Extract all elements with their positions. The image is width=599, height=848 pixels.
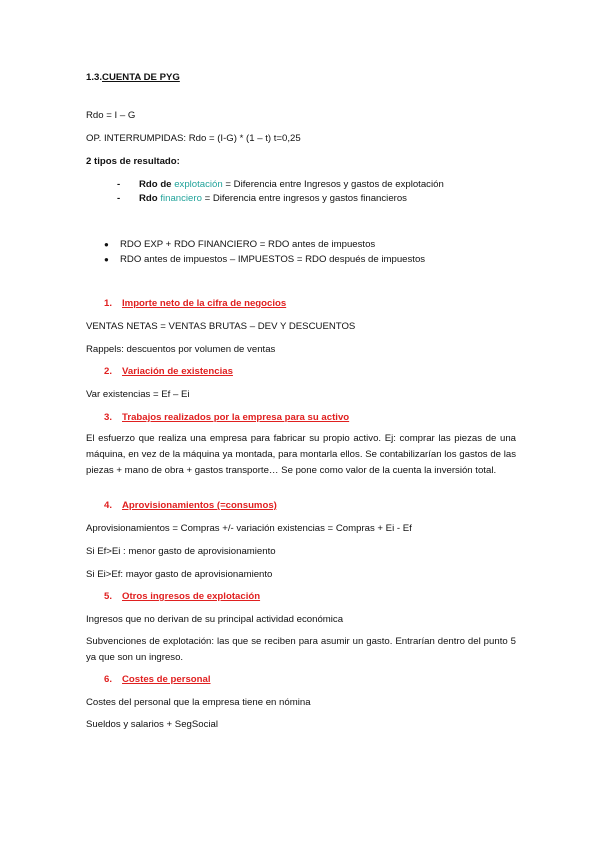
item-heading-3	[104, 412, 349, 423]
tipo-highlight: explotación	[174, 179, 223, 190]
item-number: 1.	[104, 298, 113, 309]
item-number: 6.	[104, 674, 113, 685]
text-ef-mayor: Si Ef>Ei : menor gasto de aprovisionamiento	[86, 546, 276, 557]
tipos-heading: 2 tipos de resultado:	[86, 156, 180, 167]
item-title: Variación de existencias	[122, 366, 233, 377]
text-ei-mayor: Si Ei>Ef: mayor gasto de aprovisionamiento	[86, 569, 273, 580]
text-costes-personal: Costes del personal que la empresa tiene en nómina	[86, 697, 311, 708]
item-heading-6	[104, 674, 211, 685]
dash-marker: -	[117, 193, 121, 204]
text-aprov-formula: Aprovisionamientos = Compras +/- variación existencias = Compras + Ei - Ef	[86, 523, 412, 534]
text-var-existencias: Var existencias = Ef – Ei	[86, 389, 190, 400]
item-number: 4.	[104, 500, 113, 511]
item-title: Costes de personal	[122, 674, 211, 685]
item-heading-4	[104, 500, 277, 511]
section-label: CUENTA DE PYG	[102, 72, 180, 83]
section-number: 1.3.	[86, 72, 103, 83]
item-title: Importe neto de la cifra de negocios	[122, 298, 287, 309]
text-ingresos-no-derivan: Ingresos que no derivan de su principal actividad económica	[86, 614, 344, 625]
tipo-prefix: Rdo	[139, 193, 161, 204]
item-title: Otros ingresos de explotación	[122, 591, 261, 602]
text-subvenciones: Subvenciones de explotación: las que se reciben para asumir un gasto. Entrarían dentro del punto 5 ya que son un ingreso.	[86, 636, 516, 663]
text-rappels: Rappels: descuentos por volumen de ventas	[86, 344, 276, 355]
text-ventas: VENTAS NETAS = VENTAS BRUTAS – DEV Y DESCUENTOS	[86, 321, 356, 332]
bullet-dot-icon: ●	[104, 255, 109, 264]
item-heading-5	[104, 591, 260, 602]
formula-op-interrumpidas: OP. INTERRUMPIDAS: Rdo = (I-G) * (1 – t) t=0,25	[86, 133, 301, 144]
dash-marker: -	[117, 179, 121, 190]
text-esfuerzo: El esfuerzo que realiza una empresa para fabricar su propio activo. Ej: comprar las piezas de una máquina, en vez de la máquina ya montada, para montarla ellos. Se contabilizarían los gastos de las piezas + mano de obra + gastos transporte… Se pone como valor de la cuenta la inversión total.	[86, 433, 516, 476]
item-title: Trabajos realizados por la empresa para su activo	[122, 412, 350, 423]
tipo-highlight: financiero	[160, 193, 202, 204]
item-heading-1	[104, 298, 286, 309]
bullet-item	[104, 239, 375, 250]
bullet-text: RDO EXP + RDO FINANCIERO = RDO antes de impuestos	[120, 239, 376, 250]
tipo-financiero	[117, 193, 407, 204]
tipo-prefix: Rdo de	[139, 179, 175, 190]
item-number: 3.	[104, 412, 113, 423]
item-heading-2	[104, 366, 233, 377]
tipo-rest: = Diferencia entre Ingresos y gastos de explotación	[222, 179, 444, 190]
item-number: 2.	[104, 366, 113, 377]
bullet-text: RDO antes de impuestos – IMPUESTOS = RDO después de impuestos	[120, 254, 426, 265]
bullet-dot-icon: ●	[104, 240, 109, 249]
section-title	[86, 72, 180, 83]
tipo-rest: = Diferencia entre ingresos y gastos financieros	[201, 193, 407, 204]
item-number: 5.	[104, 591, 113, 602]
formula-rdo: Rdo = I – G	[86, 110, 136, 121]
text-sueldos: Sueldos y salarios + SegSocial	[86, 719, 218, 730]
bullet-item	[104, 254, 425, 265]
tipo-explotacion	[117, 179, 444, 190]
item-title: Aprovisionamientos (=consumos)	[122, 500, 277, 511]
